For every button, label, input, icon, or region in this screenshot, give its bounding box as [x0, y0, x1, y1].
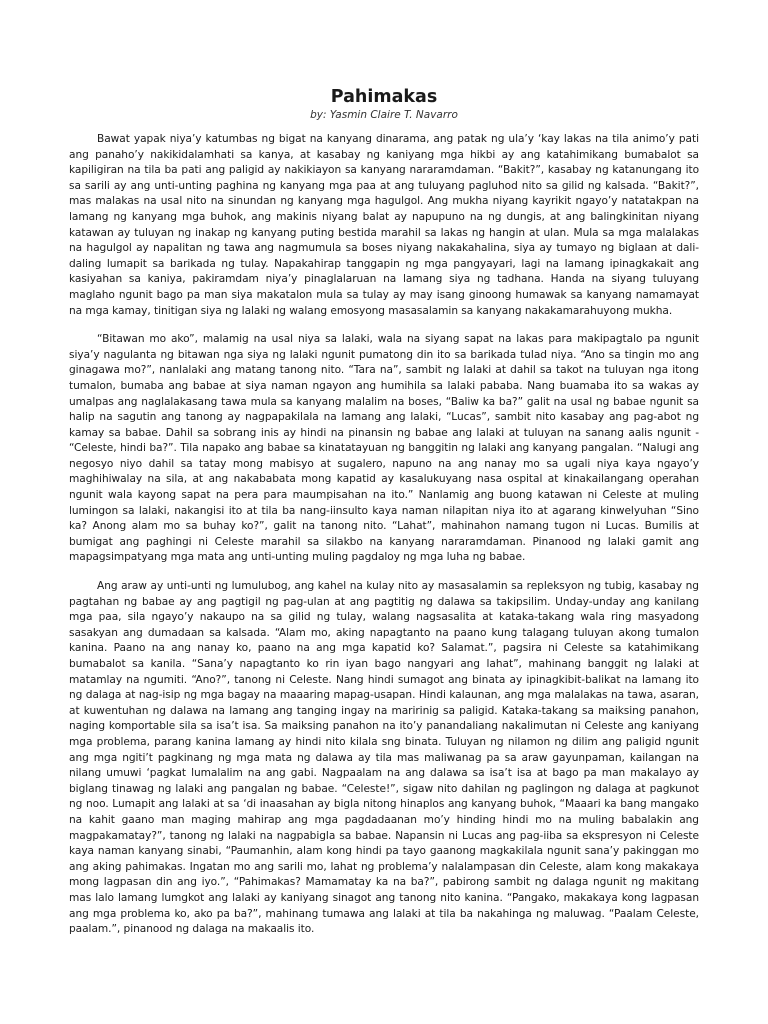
story-paragraph-1: Bawat yapak niya’y katumbas ng bigat na kanyang dinarama, ang patak ng ula’y ‘kay lakas na tila animo’y pati ang panaho’y nakikidalamhati sa kanya, at kasabay ng kaniyang mga hikbi ay ang katahimikang bumabalot sa kapiligiran na tila ba pati ang paligid ay nakikiayon sa kanyang nararamdaman. “Bakit?”, kasabay ng katanungang ito sa sarili ay ang unti-unting paghina ng kanyang mga paa at ang tuluyang pagluhod nito sa gilid ng kalsada. “Bakit?”, mas malakas na usal nito na sinundan ng kanyang mga hagulgol. Ang mukha niyang kayrikit ngayo’y natatakpan na lamang ng kanyang mga buhok, ang makinis niyang balat ay napupuno na ng dungis, at ang balingkinitan niyang katawan ay tuluyan ng inakap ng kanyang puting bestida marahil sa lakas ng hangin at ulan. Mula sa mga malalakas na hagulgol ay napalitan ng tawa ang nagmumula sa boses niyang nakakahalina, siya ay tumayo ng biglaan at dali-daling lumapit sa barikada ng tulay. Napakahirap tanggapin ng mga pangyayari, lagi na lamang ipinagkakait ang kasiyahan sa kaniya, pakiramdam niya’y pinaglalaruan na lamang siya ng tadhana. Handa na siyang tuluyang maglaho ngunit bago pa man siya makatalon mula sa tulay ay may isang ginoong humawak sa kanyang namamayat na mga kamay, tinitigan siya ng lalaki ng walang emosyong masasalamin sa kanyang nakakamarahuyong mukha. — [69, 133, 699, 317]
story-paragraph-2: “Bitawan mo ako”, malamig na usal niya sa lalaki, wala na siyang sapat na lakas para makipagtalo pa ngunit siya’y nagulanta ng bitawan nga siya ng lalaki ngunit pumatong din ito sa barikada tulad niya. “Ano sa tingin mo ang ginagawa mo?”, nanlalaki ang matang tanong nito. “Tara na”, sambit ng lalaki at dahil sa takot na tuluyan nga itong tumalon, bumaba ang babae at siya naman ngayon ang humihila sa lalaki pababa. Nang buamaba ito sa wakas ay umalpas ang naglalakasang tawa mula sa kanyang malalim na boses, “Baliw ka ba?” galit na usal ng babae ngunit sa halip na sagutin ang tanong ay nagpapakilala na lamang ang lalaki, “Lucas”, sambit nito kasabay ang pag-abot ng kamay sa babae. Dahil sa sobrang inis ay hindi na pinansin ng babae ang lalaki at tuluyan na sanang aalis ngunit - “Celeste, hindi ba?”. Tila napako ang babae sa kinatatayuan ng banggitin ng lalaki ang kanyang pangalan. “Nalugi ang negosyo niyo dahil sa tatay mong mabisyo at sugalero, napuno na ang nanay mo sa ugali niya kaya ngayo’y maghihiwalay na sila, at ang nakababata mong kapatid ay kasalukuyang nasa ospital at kinakailangang operahan ngunit wala kayong sapat na pera para maumpisahan na ito.” Nanlamig ang buong katawan ni Celeste at muling lumingon sa lalaki, nakangisi ito at tila ba nang-iinsulto kaya naman nilapitan niya ito at agarang kinwelyuhan “Sino ka? Anong alam mo sa buhay ko?”, galit na tanong nito. “Lahat”, mahinahon namang tugon ni Lucas. Bumilis at bumigat ang paghingi ni Celeste marahil sa silakbo na kanyang nararamdaman. Pinanood ng lalaki gamit ang mapagsimpatyang mga mata ang unti-unting muling pagdaloy ng mga luha ng babae. — [69, 333, 699, 564]
story-title: Pahimakas — [330, 87, 438, 107]
story-author: by: Yasmin Claire T. Navarro — [310, 109, 458, 121]
story-paragraph-3: Ang araw ay unti-unti ng lumulubog, ang kahel na kulay nito ay masasalamin sa repleksyon ng tubig, kasabay ng pagtahan ng babae ay ang pagtigil ng pag-ulan at ang pagtitig ng dalawa sa takipsilim. Unday-unday ang kanilang mga paa, sila ngayo’y nakaupo na sa gilid ng tulay, walang nagsasalita at kataka-takang wala ring masyadong sasakyan ang dumadaan sa kalsada. “Alam mo, aking napagtanto na paano kung talagang tuluyan akong tumalon kanina. Paano na ang nanay ko, paano na ang mga kapatid ko? Salamat.”, pagsira ni Celeste sa katahimikang bumabalot sa kanila. “Sana’y napagtanto ko rin iyan bago nangyari ang lahat”, mahinang banggit ng lalaki at matamlay na ngumiti. “Ano?”, tanong ni Celeste. Nang hindi sumagot ang binata ay ipinagkibit-balikat na lamang ito ng dalaga at nag-isip ng mga bagay na maaaring mapag-usapan. Hindi kalaunan, ang mga malalakas na tawa, asaran, at kuwentuhan ng dalawa na lamang ang tanging ingay na maririnig sa paligid. Kataka-takang sa maiksing panahon, naging komportable sila sa isa’t isa. Sa maiksing panahon na ito’y panandaliang nakalimutan ni Celeste ang kaniyang mga problema, parang kanina lamang ay hindi nito kilala sng binata. Tuluyan ng nilamon ng dilim ang paligid ngunit ang mga ngiti’t pagkinang ng mga mata ng dalawa ay tila mas maliwanag pa sa araw gayunpaman, kailangan na nilang umuwi ‘pagkat lumalalim na ang gabi. Nagpaalam na ang dalawa sa isa’t isa at bago pa man makalayo ay biglang tinawag ng lalaki ang pangalan ng babae. “Celeste!”, sigaw nito dahilan ng paglingon ng dalaga at pagkunot ng noo. Lumapit ang lalaki at sa ‘di inaasahan ay bigla nitong hinaplos ang kanyang buhok, “Maaari ka bang mangako na kahit gaano man maging mahirap ang mga pagdadaanan mo’y hinding hindi mo na muling babalakin ang magpakamatay?”, tanong ng lalaki na nagpabigla sa babae. Napansin ni Lucas ang pag-iiba sa ekspresyon ni Celeste kaya naman kanyang sinabi, “Paumanhin, alam kong hindi pa tayo gaanong magkakilala ngunit sana’y pakinggan mo ang aking pahimakas. Ingatan mo ang sarili mo, lahat ng problema’y nalalampasan din Celeste, alam kong makakaya mong lagpasan din ang iyo.”, “Pahimakas? Mamamatay ka na ba?”, pabirong sambit ng dalaga ngunit ng makitang mas lalo lamang lumgkot ang lalaki ay kaniyang sinagot ang tanong nito kanina. “Pangako, makakaya kong lagpasan ang mga problema ko, ako pa ba?”, mahinang tumawa ang lalaki at tila ba nakahinga ng maluwag. “Paalam Celeste, paalam.”, pinanood ng dalaga na makaalis ito. — [69, 580, 699, 936]
